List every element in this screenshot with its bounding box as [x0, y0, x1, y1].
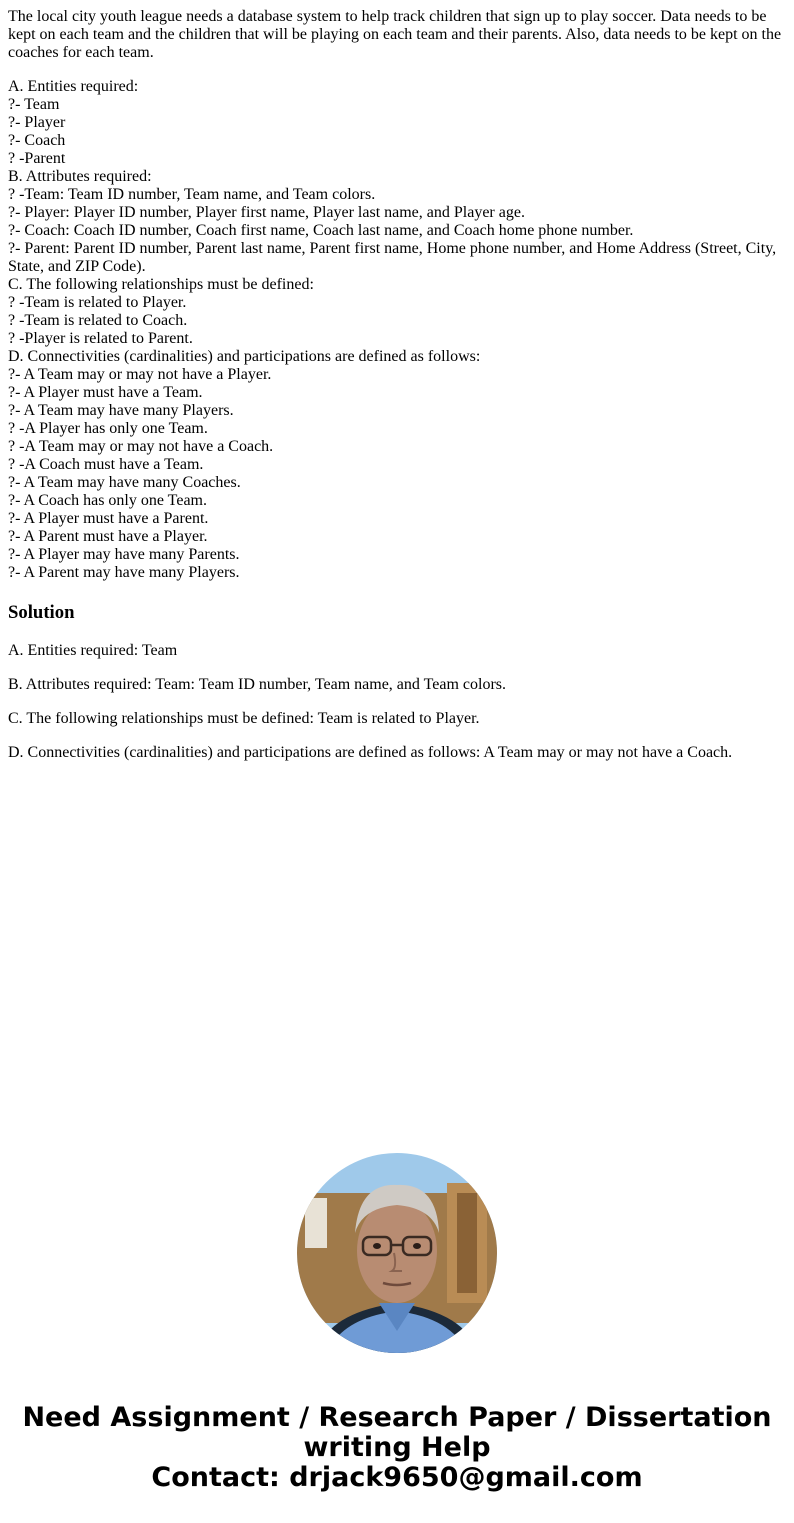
requirement-line: ?- A Team may have many Coaches. [8, 474, 241, 491]
question-intro: The local city youth league needs a database system to help track children that sign up to play soccer. Data needs to be kept on each team and the children that will be playing on each team and their parents. Also, data needs to be kept on the coaches for each team. [8, 8, 782, 61]
solution-paragraph: C. The following relationships must be defined: Team is related to Player. [8, 710, 480, 727]
promo-line: Need Assignment / Research Paper / Dissertation [22, 1402, 772, 1433]
requirement-line: ?- A Parent may have many Players. [8, 564, 240, 581]
requirement-line: ?- Coach [8, 132, 66, 149]
requirement-line: ?- A Player must have a Parent. [8, 510, 209, 527]
requirement-line: A. Entities required: [8, 78, 139, 95]
solution-paragraph: B. Attributes required: Team: Team ID number, Team name, and Team colors. [8, 676, 507, 693]
requirement-line: ?- Parent: Parent ID number, Parent last name, Parent first name, Home phone number, and Home Address (Street, City, State, and ZIP Code). [8, 240, 777, 275]
document-body [8, 8, 786, 778]
requirement-line: ?- Player [8, 114, 66, 131]
requirement-line: D. Connectivities (cardinalities) and participations are defined as follows: [8, 348, 481, 365]
requirement-line: C. The following relationships must be defined: [8, 276, 314, 293]
requirement-line: ?- A Parent must have a Player. [8, 528, 208, 545]
requirement-line: ?- Coach: Coach ID number, Coach first name, Coach last name, and Coach home phone number. [8, 222, 634, 239]
requirement-line: ? -Player is related to Parent. [8, 330, 193, 347]
requirement-line: ? -Team: Team ID number, Team name, and Team colors. [8, 186, 376, 203]
requirement-line: ?- A Player may have many Parents. [8, 546, 240, 563]
solution-paragraph: D. Connectivities (cardinalities) and participations are defined as follows: A Team may or may not have a Coach. [8, 744, 733, 761]
author-avatar [297, 1153, 497, 1353]
requirement-line: ? -Team is related to Coach. [8, 312, 188, 329]
requirement-line: ? -A Coach must have a Team. [8, 456, 204, 473]
promo-contact: Contact: drjack9650@gmail.com [151, 1462, 643, 1493]
promo-banner [0, 1403, 794, 1493]
requirement-line: ?- Player: Player ID number, Player first name, Player last name, and Player age. [8, 204, 525, 221]
requirement-line: ?- Team [8, 96, 60, 113]
requirement-line: ?- A Team may or may not have a Player. [8, 366, 272, 383]
question-requirements [8, 78, 786, 582]
requirement-line: ?- A Team may have many Players. [8, 402, 234, 419]
requirement-line: ? -A Player has only one Team. [8, 420, 208, 437]
requirement-line: ? -Team is related to Player. [8, 294, 187, 311]
solution-paragraph: A. Entities required: Team [8, 642, 178, 659]
requirement-line: ? -A Team may or may not have a Coach. [8, 438, 274, 455]
solution-heading: Solution [8, 602, 75, 623]
requirement-line: ?- A Coach has only one Team. [8, 492, 207, 509]
requirement-line: B. Attributes required: [8, 168, 152, 185]
requirement-line: ? -Parent [8, 150, 66, 167]
requirement-line: ?- A Player must have a Team. [8, 384, 203, 401]
promo-line: writing Help [303, 1432, 491, 1463]
avatar-portrait [297, 1153, 497, 1353]
